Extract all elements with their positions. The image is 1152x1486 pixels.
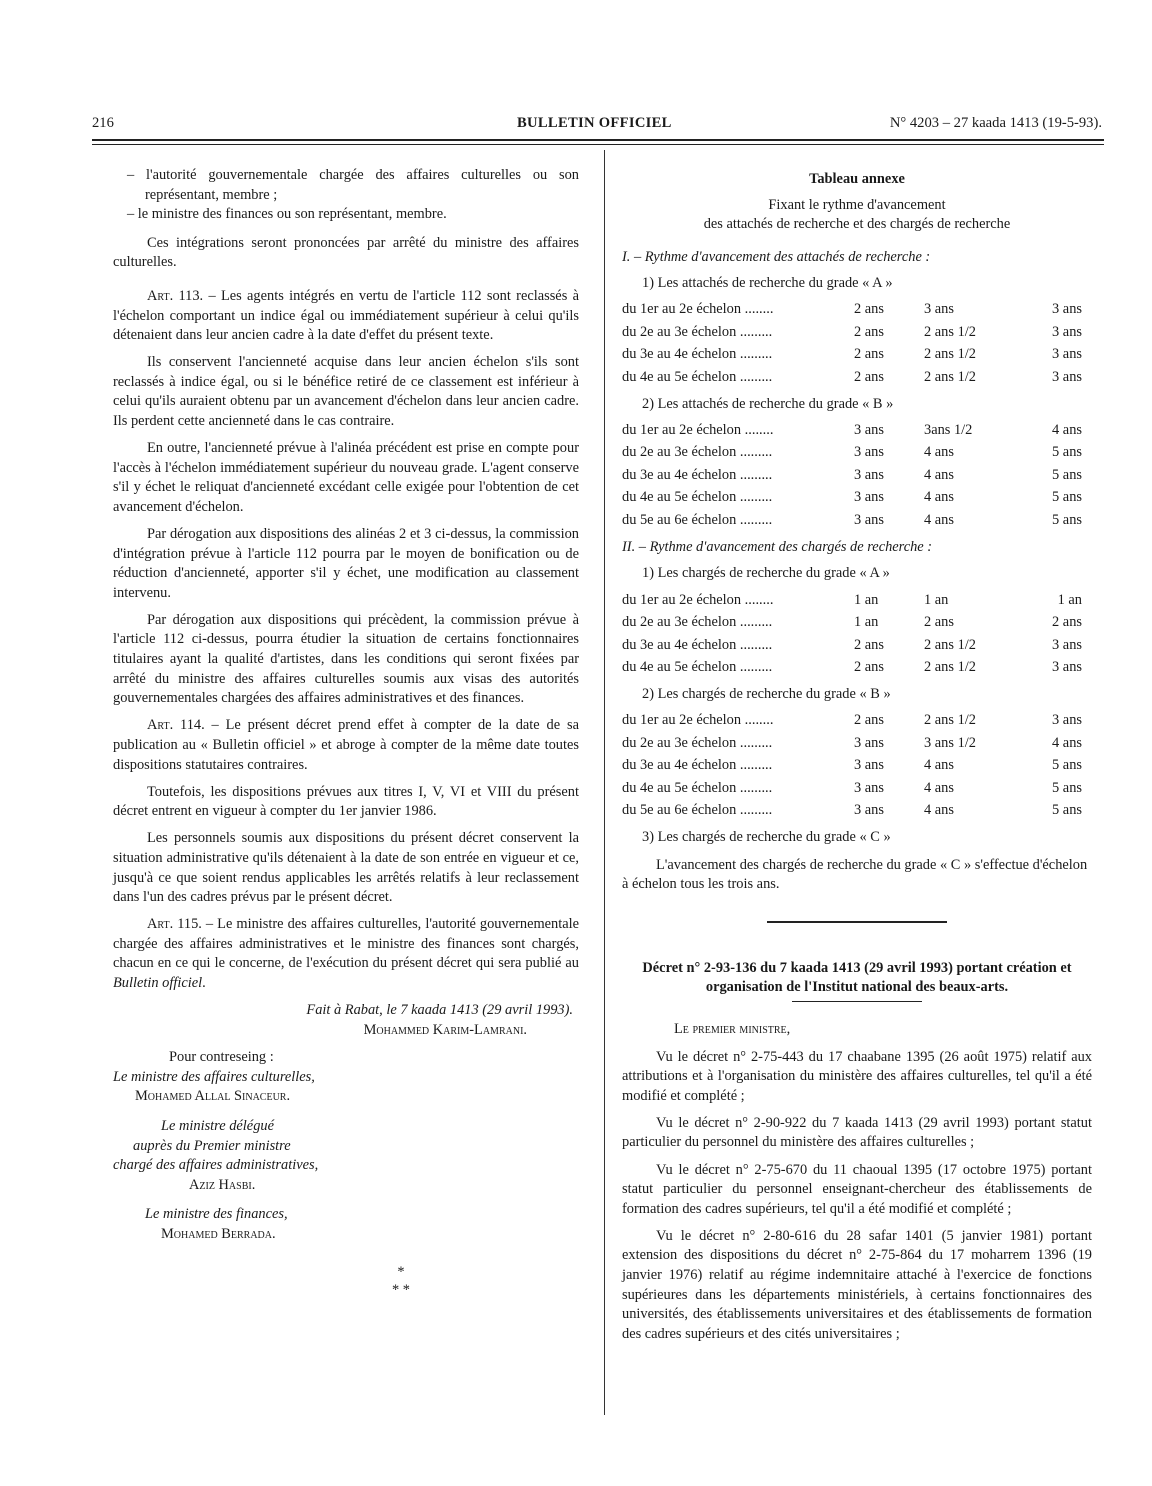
- duration-cell: 3 ans: [854, 421, 884, 438]
- visa-paragraph: Vu le décret n° 2-80-616 du 28 safar 1401 (5 janvier 1981) portant extension des dispositions du décret n° 2-75-864 du 17 moharrem 1396 (19 janvier 1976) relatif au régime indemnitaire attaché à l'exercice de fonctions supérieures dans les départements ministériels, à certains fonctionnaires des universités, des établissements universitaires et des établissements de formation des cadres supérieurs et des cités universitaires ;: [622, 1227, 1092, 1342]
- duration-cell: 2 ans 1/2: [924, 712, 976, 729]
- annex-subtitle: [622, 196, 1092, 234]
- article-113: [113, 287, 579, 346]
- duration-cell: 3ans 1/2: [924, 421, 973, 438]
- duration-cell: 2 ans: [924, 614, 954, 631]
- minister-name: Mohamed Allal Sinaceur.: [135, 1088, 291, 1105]
- visa-paragraph: Vu le décret n° 2-75-670 du 11 chaoual 1395 (17 octobre 1975) portant statut particulier du personnel enseignant-chercheur des établissements de formation des cadres supérieurs, tel qu'il a été modifié et complété ;: [622, 1161, 1092, 1217]
- star: * *: [392, 1281, 410, 1298]
- duration-cell: 5 ans: [1052, 489, 1082, 506]
- visa-paragraph: Vu le décret n° 2-90-922 du 7 kaada 1413 (29 avril 1993) portant statut particulier du personnel du ministère des affaires culturelles ;: [622, 1114, 1092, 1151]
- duration-cell: 2 ans 1/2: [924, 346, 976, 363]
- duration-cell: 4 ans: [924, 511, 954, 528]
- subsection-heading: 1) Les chargés de recherche du grade « A »: [642, 565, 890, 582]
- annex-note: L'avancement des chargés de recherche du grade « C » s'effectue d'échelon à échelon tous les trois ans.: [622, 856, 1088, 893]
- article-text-italic: Bulletin officiel: [113, 974, 203, 991]
- contreseing-label: Pour contreseing :: [169, 1049, 274, 1066]
- duration-cell: 2 ans: [854, 659, 884, 676]
- duration-cell: 4 ans: [924, 444, 954, 461]
- annex-subtitle-line: des attachés de recherche et des chargés de recherche: [703, 215, 1011, 232]
- table-row: [622, 344, 1082, 367]
- article-114: [113, 716, 579, 775]
- echelon-range-cell: du 4e au 5e échelon .........: [622, 659, 773, 676]
- article-text: – Les agents intégrés en vertu de l'article 112 sont reclassés à l'échelon comportant un indice égal ou immédiatement supérieur à celui qu'ils détenaient dans leur ancien cadre à la date d'effet du présent texte.: [113, 287, 579, 344]
- echelon-range-cell: du 4e au 5e échelon .........: [622, 779, 773, 796]
- echelon-range-cell: du 3e au 4e échelon .........: [622, 636, 773, 653]
- decree-title: Décret n° 2-93-136 du 7 kaada 1413 (29 avril 1993) portant création et organisation de l'Institut national des beaux-arts.: [642, 959, 1072, 995]
- paragraph: Ces intégrations seront prononcées par arrêté du ministre des affaires culturelles.: [113, 234, 579, 271]
- duration-cell: 2 ans: [854, 368, 884, 385]
- section-separator-stars: [113, 1263, 579, 1299]
- section-heading: II. – Rythme d'avancement des chargés de recherche :: [622, 538, 933, 555]
- table-row: [622, 299, 1082, 322]
- duration-cell: 3 ans: [1052, 323, 1082, 340]
- list-item: – le ministre des finances ou son représentant, membre.: [127, 206, 447, 223]
- echelon-range-cell: du 5e au 6e échelon .........: [622, 802, 773, 819]
- table-row: [622, 755, 1082, 778]
- paragraph: Par dérogation aux dispositions des alinéas 2 et 3 ci-dessus, la commission d'intégration prévue à l'article 112 pourra par le moyen de bonification ou de réduction d'ancienneté, apporter s'il y échet, une modification au classement intervenu.: [113, 526, 579, 601]
- duration-cell: 3 ans: [924, 301, 954, 318]
- duration-cell: 3 ans: [1052, 712, 1082, 729]
- table-row: [622, 710, 1082, 733]
- table-row: [622, 589, 1082, 612]
- table-row: [622, 366, 1082, 389]
- right-column: [622, 170, 1092, 1352]
- duration-cell: 3 ans: [1052, 368, 1082, 385]
- duration-cell: 3 ans: [1052, 301, 1082, 318]
- echelon-table: [622, 589, 1082, 679]
- subsection-heading: 2) Les attachés de recherche du grade « B »: [642, 395, 894, 412]
- table-row: [622, 612, 1082, 635]
- table-row: [622, 419, 1082, 442]
- table-row: [622, 634, 1082, 657]
- minister-name: Aziz Hasbi.: [189, 1176, 256, 1193]
- paragraph: Ils conservent l'ancienneté acquise dans leur ancien échelon s'ils sont reclassés à indice égal, ou si le bénéfice retiré de ce classement est inférieur à celui qu'ils auraient obtenu par un avancement d'échelon dans leur ancien cadre. Ils perdent cette ancienneté dans le cas contraire.: [113, 354, 579, 430]
- signature-place-date: Fait à Rabat, le 7 kaada 1413 (29 avril 1993).: [306, 1002, 573, 1019]
- annex-subtitle-line: Fixant le rythme d'avancement: [768, 196, 946, 213]
- issue-info: N° 4203 – 27 kaada 1413 (19-5-93).: [889, 115, 1102, 131]
- duration-cell: 3 ans: [854, 802, 884, 819]
- duration-cell: 3 ans: [854, 466, 884, 483]
- article-label: Art. 114.: [147, 717, 205, 734]
- publication-title: BULLETIN OFFICIEL: [517, 115, 672, 131]
- table-row: [622, 464, 1082, 487]
- echelon-range-cell: du 3e au 4e échelon .........: [622, 466, 773, 483]
- duration-cell: 3 ans: [1052, 659, 1082, 676]
- echelon-table: [622, 710, 1082, 823]
- article-label: Art. 113.: [147, 287, 204, 304]
- article-text-end: .: [202, 974, 206, 991]
- duration-cell: 3 ans: [854, 489, 884, 506]
- column-divider: [604, 150, 605, 1415]
- echelon-range-cell: du 2e au 3e échelon .........: [622, 734, 773, 751]
- echelon-range-cell: du 2e au 3e échelon .........: [622, 444, 773, 461]
- table-row: [622, 321, 1082, 344]
- page-number: 216: [92, 115, 114, 131]
- article-label: Art. 115.: [147, 916, 202, 933]
- echelon-table: [622, 419, 1082, 532]
- duration-cell: 5 ans: [1052, 511, 1082, 528]
- echelon-table: [622, 299, 1082, 389]
- duration-cell: 5 ans: [1052, 779, 1082, 796]
- section-rule: [767, 921, 947, 923]
- table-row: [622, 657, 1082, 680]
- duration-cell: 3 ans: [854, 734, 884, 751]
- section-heading: I. – Rythme d'avancement des attachés de recherche :: [622, 248, 931, 265]
- paragraph: En outre, l'ancienneté prévue à l'alinéa précédent est prise en compte pour l'accès à l'échelon immédiatement supérieur du nouveau grade. L'agent conserve s'il y échet le reliquat d'ancienneté excédant celle exigée pour l'obtention de cet avancement d'échelon.: [113, 440, 579, 515]
- echelon-range-cell: du 5e au 6e échelon .........: [622, 511, 773, 528]
- paragraph: Les personnels soumis aux dispositions du présent décret conservent la situation administrative qu'ils détenaient à la date de son entrée en vigueur et ce, jusqu'à ce que soient rendus applicables les arrêtés relatifs à leur reclassement dans l'un des cadres prévus par le présent décret.: [113, 830, 579, 906]
- article-text: – Le ministre des affaires culturelles, l'autorité gouvernementale chargée des affaires administratives et le ministre des finances sont chargés, chacun en ce qui le concerne, de l'exécution du présent décret qui sera publié au: [113, 916, 580, 972]
- echelon-range-cell: du 4e au 5e échelon .........: [622, 368, 773, 385]
- page-header: [92, 114, 1102, 136]
- duration-cell: 5 ans: [1052, 802, 1082, 819]
- duration-cell: 4 ans: [924, 466, 954, 483]
- duration-cell: 4 ans: [1052, 421, 1082, 438]
- table-row: [622, 509, 1082, 532]
- duration-cell: 1 an: [854, 614, 879, 631]
- duration-cell: 2 ans 1/2: [924, 636, 976, 653]
- duration-cell: 2 ans: [854, 346, 884, 363]
- duration-cell: 5 ans: [1052, 466, 1082, 483]
- duration-cell: 2 ans: [854, 712, 884, 729]
- premier-ministre-heading: Le premier ministre,: [674, 1020, 791, 1037]
- echelon-range-cell: du 2e au 3e échelon .........: [622, 614, 773, 631]
- duration-cell: 2 ans: [854, 301, 884, 318]
- duration-cell: 1 an: [854, 591, 879, 608]
- countersignatures: [113, 1048, 579, 1244]
- star: *: [397, 1263, 405, 1280]
- subsection-heading: 1) Les attachés de recherche du grade « A »: [642, 275, 893, 292]
- duration-cell: 2 ans: [1052, 614, 1082, 631]
- echelon-range-cell: du 3e au 4e échelon .........: [622, 346, 773, 363]
- echelon-range-cell: du 1er au 2e échelon ........: [622, 712, 774, 729]
- table-row: [622, 777, 1082, 800]
- title-rule: [792, 1001, 922, 1002]
- minister-title: Le ministre des finances,: [145, 1206, 288, 1223]
- table-row: [622, 800, 1082, 823]
- paragraph: Toutefois, les dispositions prévues aux titres I, V, VI et VIII du présent décret entrent en vigueur à compter du 1er janvier 1986.: [113, 783, 579, 820]
- echelon-range-cell: du 1er au 2e échelon ........: [622, 301, 774, 318]
- header-rule-thin: [92, 144, 1104, 145]
- signatory-name: Mohammed Karim-Lamrani.: [363, 1021, 527, 1038]
- echelon-range-cell: du 1er au 2e échelon ........: [622, 591, 774, 608]
- echelon-range-cell: du 1er au 2e échelon ........: [622, 421, 774, 438]
- echelon-range-cell: du 2e au 3e échelon .........: [622, 323, 773, 340]
- duration-cell: 3 ans 1/2: [924, 734, 976, 751]
- table-row: [622, 442, 1082, 465]
- duration-cell: 1 an: [1057, 591, 1082, 608]
- duration-cell: 4 ans: [924, 757, 954, 774]
- minister-title: auprès du Premier ministre: [133, 1137, 291, 1154]
- duration-cell: 3 ans: [854, 444, 884, 461]
- duration-cell: 2 ans: [854, 323, 884, 340]
- duration-cell: 5 ans: [1052, 757, 1082, 774]
- duration-cell: 3 ans: [854, 757, 884, 774]
- annex-title: Tableau annexe: [809, 171, 905, 187]
- duration-cell: 2 ans: [854, 636, 884, 653]
- subsection-heading: 2) Les chargés de recherche du grade « B »: [642, 686, 891, 703]
- duration-cell: 2 ans 1/2: [924, 323, 976, 340]
- duration-cell: 4 ans: [924, 779, 954, 796]
- minister-name: Mohamed Berrada.: [161, 1226, 276, 1242]
- duration-cell: 4 ans: [1052, 734, 1082, 751]
- duration-cell: 1 an: [924, 591, 949, 608]
- minister-title: chargé des affaires administratives,: [113, 1157, 319, 1174]
- duration-cell: 3 ans: [1052, 636, 1082, 653]
- table-row: [622, 732, 1082, 755]
- duration-cell: 4 ans: [924, 489, 954, 506]
- echelon-range-cell: du 4e au 5e échelon .........: [622, 489, 773, 506]
- left-column: [113, 166, 579, 1299]
- minister-title: Le ministre délégué: [161, 1118, 274, 1135]
- minister-title: Le ministre des affaires culturelles,: [113, 1068, 315, 1085]
- duration-cell: 3 ans: [854, 779, 884, 796]
- duration-cell: 2 ans 1/2: [924, 368, 976, 385]
- table-row: [622, 487, 1082, 510]
- header-rule-thick: [92, 139, 1104, 141]
- article-text: – Le présent décret prend effet à compter de la date de sa publication au « Bulletin officiel » et abroge à compter de la même date toutes dispositions statutaires contraires.: [113, 717, 579, 773]
- duration-cell: 3 ans: [1052, 346, 1082, 363]
- duration-cell: 5 ans: [1052, 444, 1082, 461]
- duration-cell: 3 ans: [854, 511, 884, 528]
- list-item: – l'autorité gouvernementale chargée des affaires culturelles ou son représentant, membre ;: [127, 167, 579, 203]
- duration-cell: 2 ans 1/2: [924, 659, 976, 676]
- echelon-range-cell: du 3e au 4e échelon .........: [622, 757, 773, 774]
- subsection-heading: 3) Les chargés de recherche du grade « C »: [642, 829, 891, 846]
- duration-cell: 4 ans: [924, 802, 954, 819]
- article-115: [113, 915, 579, 993]
- visa-paragraph: Vu le décret n° 2-75-443 du 17 chaabane 1395 (26 août 1975) relatif aux attributions et à l'organisation du ministère des affaires culturelles, tel qu'il a été modifié et complété ;: [622, 1048, 1092, 1104]
- paragraph: Par dérogation aux dispositions qui précèdent, la commission prévue à l'article 112 ci-dessus, pourra étudier la situation de certains fonctionnaires titulaires ayant la qualité d'artistes, dans les conditions qui seront fixées par arrêté du ministre des affaires culturelles soumis aux visas des autorités gouvernementales chargées des affaires administratives et des finances.: [113, 611, 579, 707]
